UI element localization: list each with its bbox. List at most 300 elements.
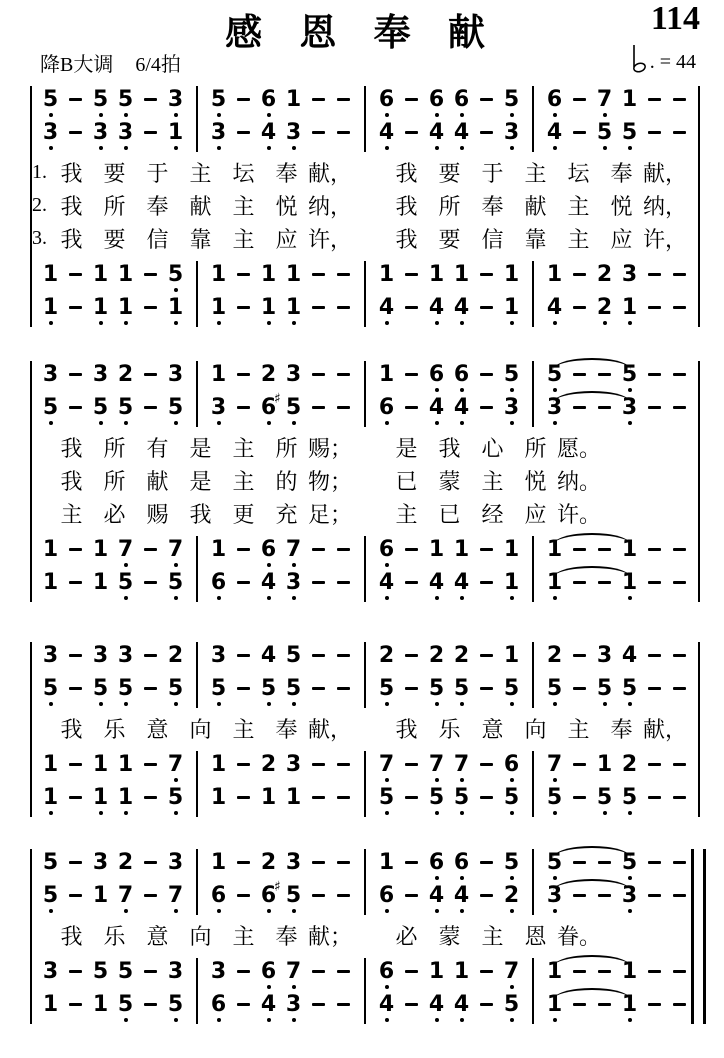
dash-glyph (480, 763, 493, 766)
note-cell (374, 884, 399, 907)
lyrics-block (30, 915, 700, 958)
note-cell (499, 88, 524, 111)
duration-dash (399, 263, 424, 276)
note-cell (542, 677, 567, 700)
dash-glyph (144, 306, 157, 309)
octave-dot-below (99, 421, 103, 425)
voice-pair (30, 361, 700, 427)
note-cell (374, 263, 399, 286)
duration-dash (231, 851, 256, 864)
note-number: 5 (168, 263, 183, 286)
duration-dash (667, 296, 692, 309)
dash-glyph (69, 970, 82, 973)
lyric-syllable: 坛 (567, 161, 590, 186)
voice-pair (30, 261, 700, 327)
lyric-syllable: 许。 (557, 502, 602, 527)
dash-glyph (237, 894, 250, 897)
lyric-syllable: 奉 (610, 161, 633, 186)
dash-glyph (673, 654, 686, 657)
note-number: 1 (286, 296, 301, 319)
lyric-syllable: 所 (524, 436, 547, 461)
octave-dot-below (217, 146, 221, 150)
note-number: 6 (379, 538, 394, 561)
duration-dash (642, 88, 667, 101)
dash-glyph (144, 548, 157, 551)
note-number: 4 (454, 571, 469, 594)
note-number: 2 (504, 884, 519, 907)
note-cell (113, 677, 138, 700)
note-cell (88, 851, 113, 874)
measure (534, 958, 700, 1024)
lyric-phrase (385, 158, 686, 189)
dash-glyph (237, 306, 250, 309)
note-cell (163, 884, 188, 907)
note-cell (374, 88, 399, 111)
dash-glyph (237, 373, 250, 376)
voice-line-soprano (374, 849, 524, 882)
duration-dash (567, 786, 592, 799)
note-number: 1 (210, 362, 227, 387)
dash-glyph (405, 306, 418, 309)
note-number: 3 (43, 121, 58, 144)
dash-glyph (648, 273, 661, 276)
measure (534, 361, 700, 427)
voice-line-tenor (206, 261, 356, 294)
note-number: 2 (453, 643, 470, 668)
note-number: 4 (429, 396, 444, 419)
note-number: 3 (286, 993, 301, 1016)
dash-glyph (69, 796, 82, 799)
note-cell (206, 753, 231, 776)
lyric-syllable: 必 (395, 924, 418, 949)
note-number: 2 (378, 643, 395, 668)
duration-dash (138, 88, 163, 101)
octave-dot-below (292, 563, 296, 567)
duration-dash (138, 571, 163, 584)
octave-dot-below (385, 1018, 389, 1022)
octave-dot-below (510, 909, 514, 913)
note-cell (88, 753, 113, 776)
dash-glyph (598, 894, 611, 897)
dash-glyph (337, 894, 350, 897)
octave-dot-below (174, 288, 178, 292)
note-number: 1 (547, 571, 562, 594)
duration-dash (399, 296, 424, 309)
note-cell (281, 296, 306, 319)
note-cell (113, 884, 138, 907)
dash-glyph (598, 1003, 611, 1006)
measure (366, 958, 532, 1024)
note-number: 1 (503, 262, 520, 287)
lyric-syllable: 是 (189, 436, 212, 461)
note-number: 5 (547, 786, 562, 809)
note-cell (38, 753, 63, 776)
octave-dot-below (435, 778, 439, 782)
voice-line-alto (206, 879, 356, 915)
note-cell (449, 296, 474, 319)
duration-dash (231, 363, 256, 376)
note-cell (206, 88, 231, 111)
duration-dash (667, 644, 692, 657)
duration-dash (667, 121, 692, 134)
note-number: 1 (428, 262, 445, 287)
lyric-syllable: 我 (395, 717, 418, 742)
note-cell (449, 993, 474, 1016)
note-cell (281, 88, 306, 111)
note-number: 4 (261, 571, 276, 594)
note-cell (617, 263, 642, 286)
voice-pair (30, 536, 700, 602)
dash-glyph (480, 1003, 493, 1006)
duration-dash (331, 993, 356, 1006)
dash-glyph (673, 273, 686, 276)
voice-line-bass (374, 784, 524, 817)
dash-glyph (573, 796, 586, 799)
note-cell (88, 88, 113, 111)
dash-glyph (69, 131, 82, 134)
note-number: 3 (621, 262, 638, 287)
note-cell (163, 296, 188, 319)
note-number: 3 (92, 362, 109, 387)
voice-line-alto (374, 394, 524, 427)
duration-dash (474, 644, 499, 657)
measure (366, 536, 532, 602)
octave-dot-below (435, 702, 439, 706)
note-cell (273, 391, 306, 420)
dash-glyph (237, 131, 250, 134)
note-number: 2 (117, 362, 134, 387)
note-number: 5 (504, 88, 519, 111)
lyric-syllable: 蒙 (438, 469, 461, 494)
note-cell (38, 993, 63, 1016)
note-number: 2 (260, 362, 277, 387)
duration-dash (138, 363, 163, 376)
note-number: 7 (379, 753, 394, 776)
duration-dash (399, 677, 424, 690)
octave-dot-below (174, 421, 178, 425)
note-cell (281, 571, 306, 594)
dash-glyph (648, 654, 661, 657)
octave-dot-below (385, 811, 389, 815)
note-number: 1 (453, 537, 470, 562)
dash-glyph (480, 687, 493, 690)
lyric-line (30, 158, 700, 191)
note-number: 3 (547, 884, 562, 907)
duration-dash (63, 993, 88, 1006)
lyric-syllable: 要 (103, 227, 126, 252)
note-number: 1 (42, 752, 59, 777)
note-number: 5 (504, 993, 519, 1016)
octave-dot-below (267, 146, 271, 150)
note-number: 4 (261, 121, 276, 144)
dash-glyph (573, 861, 586, 864)
note-number: 7 (168, 538, 183, 561)
duration-dash (231, 571, 256, 584)
duration-dash (331, 786, 356, 799)
note-cell (88, 960, 113, 983)
octave-dot-below (460, 811, 464, 815)
octave-dot-below (553, 876, 557, 880)
note-number: 6 (429, 363, 444, 386)
note-cell (499, 363, 524, 386)
lyric-line (30, 466, 700, 499)
dash-glyph (648, 131, 661, 134)
voice-line-bass (374, 569, 524, 602)
note-cell (617, 786, 642, 809)
note-number: 1 (42, 262, 59, 287)
duration-dash (474, 571, 499, 584)
duration-dash (399, 88, 424, 101)
dash-glyph (312, 131, 325, 134)
octave-dot-below (99, 113, 103, 117)
note-cell (449, 851, 474, 874)
note-cell (163, 993, 188, 1016)
note-number: 7 (168, 753, 183, 776)
note-number: 7 (118, 884, 133, 907)
lyric-syllable: 主 (232, 469, 255, 494)
octave-dot-below (510, 985, 514, 989)
voice-line-soprano (374, 361, 524, 394)
note-cell (256, 960, 281, 983)
dash-glyph (673, 894, 686, 897)
note-number: 1 (261, 296, 276, 319)
lyric-syllable: 献 (189, 194, 212, 219)
note-cell (163, 538, 188, 561)
voice-line-bass (38, 294, 188, 327)
duration-dash (63, 571, 88, 584)
duration-dash (63, 644, 88, 657)
octave-dot-below (99, 811, 103, 815)
lyric-syllable: 主 (567, 227, 590, 252)
voice-line-soprano (542, 849, 692, 882)
measure (30, 261, 196, 327)
note-number: 5 (168, 571, 183, 594)
lyric-syllable: 我 (395, 227, 418, 252)
time-signature: 6/4拍 (135, 54, 181, 76)
note-number: 3 (211, 396, 226, 419)
dash-glyph (405, 654, 418, 657)
note-cell (617, 644, 642, 667)
dash-glyph (673, 131, 686, 134)
duration-dash (306, 538, 331, 551)
note-number: 1 (621, 959, 638, 984)
note-cell (163, 960, 188, 983)
lyric-syllable: 主 (395, 502, 418, 527)
dash-glyph (337, 306, 350, 309)
octave-dot-below (460, 596, 464, 600)
octave-dot-below (553, 388, 557, 392)
note-number: 3 (547, 396, 562, 419)
duration-dash (474, 396, 499, 409)
dash-glyph (312, 970, 325, 973)
octave-dot-below (510, 321, 514, 325)
note-number: 5 (504, 851, 519, 874)
duration-dash (306, 88, 331, 101)
note-cell (424, 538, 449, 561)
octave-dot-below (292, 596, 296, 600)
note-cell (499, 571, 524, 594)
note-number: 5 ♯ (286, 884, 301, 907)
dash-glyph (480, 654, 493, 657)
note-number: 5 (429, 786, 444, 809)
note-cell (88, 263, 113, 286)
dash-glyph (337, 970, 350, 973)
note-number: 4 (621, 643, 638, 668)
octave-dot-below (460, 778, 464, 782)
duration-dash (667, 960, 692, 973)
voice-line-tenor (206, 958, 356, 991)
duration-dash (474, 121, 499, 134)
note-cell (499, 396, 524, 419)
music-system (30, 849, 700, 1024)
duration-dash (667, 993, 692, 1006)
note-cell (256, 88, 281, 111)
duration-dash (474, 786, 499, 799)
duration-dash (138, 396, 163, 409)
voice-pair (30, 642, 700, 708)
duration-dash (642, 644, 667, 657)
note-number: 5 (118, 993, 133, 1016)
octave-dot-below (628, 1018, 632, 1022)
note-cell (449, 753, 474, 776)
voice-line-soprano (206, 86, 356, 119)
octave-dot-below (217, 909, 221, 913)
dash-glyph (405, 581, 418, 584)
music-system (30, 86, 700, 327)
lyric-syllable: 我 (395, 194, 418, 219)
duration-dash (231, 677, 256, 690)
dash-glyph (237, 581, 250, 584)
note-cell (424, 121, 449, 144)
note-number: 6 (211, 571, 226, 594)
duration-dash (642, 884, 667, 897)
octave-dot-below (99, 702, 103, 706)
duration-dash (667, 786, 692, 799)
note-number: 1 (210, 752, 227, 777)
octave-dot-below (217, 113, 221, 117)
note-number: 1 (504, 296, 519, 319)
note-number: 1 (92, 883, 109, 908)
note-number: 1 (285, 262, 302, 287)
note-cell (424, 296, 449, 319)
note-cell (499, 263, 524, 286)
note-cell (206, 884, 231, 907)
octave-dot-below (603, 321, 607, 325)
measure (30, 536, 196, 602)
octave-dot-below (460, 876, 464, 880)
duration-dash (667, 263, 692, 276)
note-number: 1 (503, 643, 520, 668)
note-cell (374, 396, 399, 419)
lyric-syllable: 向 (524, 717, 547, 742)
note-cell (281, 786, 306, 809)
octave-dot-below (174, 146, 178, 150)
note-cell (424, 677, 449, 700)
measure (366, 361, 532, 427)
duration-dash (306, 884, 331, 897)
octave-dot-below (385, 113, 389, 117)
tempo-marking (630, 44, 696, 74)
voice-line-bass (542, 294, 692, 327)
note-number: 7 (286, 538, 301, 561)
note-number: 3 (118, 121, 133, 144)
duration-dash (642, 786, 667, 799)
note-number: 6 (454, 88, 469, 111)
octave-dot-below (603, 702, 607, 706)
note-cell (617, 753, 642, 776)
note-cell (542, 786, 567, 809)
dash-glyph (573, 1003, 586, 1006)
duration-dash (231, 296, 256, 309)
music-system (30, 642, 700, 817)
lyric-phrase (50, 158, 351, 189)
lyric-syllable: 献， (643, 717, 688, 742)
lyric-syllable: 乐 (103, 924, 126, 949)
octave-dot-below (174, 909, 178, 913)
octave-dot-below (124, 113, 128, 117)
note-cell (499, 121, 524, 144)
note-cell (592, 786, 617, 809)
measure (366, 849, 532, 915)
measure (30, 849, 196, 915)
octave-dot-below (292, 421, 296, 425)
dash-glyph (648, 970, 661, 973)
verse-number: 3. (32, 227, 47, 249)
duration-dash (138, 263, 163, 276)
duration-dash (306, 121, 331, 134)
dash-glyph (337, 273, 350, 276)
octave-dot-below (628, 321, 632, 325)
note-cell (38, 88, 63, 111)
dash-glyph (573, 894, 586, 897)
lyric-syllable: 主 (481, 469, 504, 494)
octave-dot-below (435, 421, 439, 425)
note-cell (113, 571, 138, 594)
duration-dash (474, 263, 499, 276)
voice-line-bass (38, 991, 188, 1024)
octave-dot-below (510, 596, 514, 600)
dash-glyph (573, 131, 586, 134)
lyric-syllable: 我 (60, 161, 83, 186)
dash-glyph (673, 406, 686, 409)
lyric-syllable: 应 (610, 227, 633, 252)
measure (198, 261, 364, 327)
measure (534, 536, 700, 602)
octave-dot-below (460, 146, 464, 150)
duration-dash (474, 851, 499, 864)
dash-glyph (237, 406, 250, 409)
voice-line-bass (206, 569, 356, 602)
octave-dot-below (385, 146, 389, 150)
dash-glyph (673, 373, 686, 376)
lyric-syllable: 坛 (232, 161, 255, 186)
note-number: 3 (168, 88, 183, 111)
duration-dash (331, 960, 356, 973)
note-number: 5 (504, 677, 519, 700)
note-number: 1 (546, 537, 563, 562)
octave-dot-below (510, 388, 514, 392)
measure (30, 958, 196, 1024)
duration-dash (567, 296, 592, 309)
octave-dot-below (49, 702, 53, 706)
tempo-text: . = 44 (649, 51, 696, 73)
note-cell (88, 296, 113, 319)
dash-glyph (312, 763, 325, 766)
octave-dot-below (124, 421, 128, 425)
note-cell (163, 644, 188, 667)
duration-dash (399, 851, 424, 864)
measure (30, 751, 196, 817)
